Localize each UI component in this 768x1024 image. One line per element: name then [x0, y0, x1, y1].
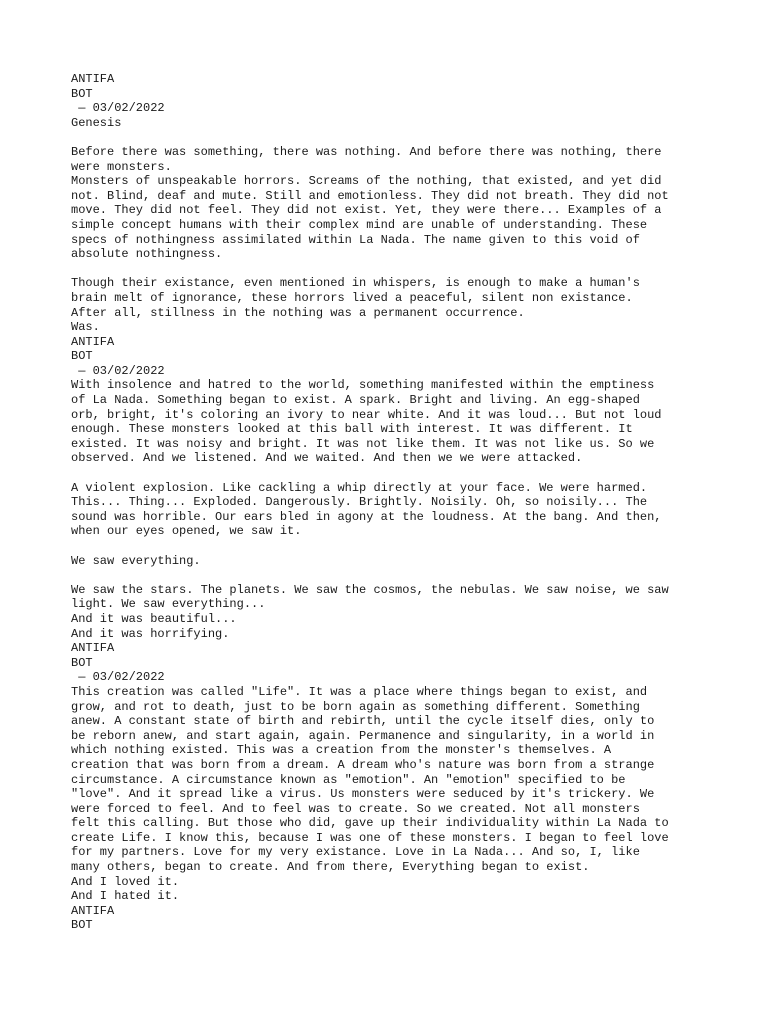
text-line: Before there was something, there was nothing. And before there was nothing, there — [71, 144, 662, 159]
blank-line — [71, 466, 721, 481]
text-line: absolute nothingness. — [71, 247, 223, 262]
text-line: We saw everything. — [71, 553, 201, 568]
author-name: ANTIFA — [71, 72, 115, 86]
text-line: Though their existance, even mentioned in whispers, is enough to make a human's — [71, 276, 640, 291]
blank-line — [71, 130, 721, 145]
text-line: orb, bright, it's coloring an ivory to near white. And it was loud... But not loud — [71, 407, 662, 422]
blank-line — [71, 539, 721, 554]
bot-tag: BOT — [71, 655, 93, 670]
text-line: felt this calling. But those who did, gave up their individuality within La Nada to — [71, 816, 669, 831]
text-line: "love". And it spread like a virus. Us monsters were seduced by it's trickery. We — [71, 787, 655, 802]
text-line: specs of nothingness assimilated within La Nada. The name given to this void of — [71, 232, 640, 247]
text-line: when our eyes opened, we saw it. — [71, 524, 302, 539]
text-line: grow, and rot to death, just to be born again as something different. Something — [71, 699, 640, 714]
text-line: not. Blind, deaf and mute. Still and emotionless. They did not breath. They did not — [71, 188, 669, 203]
text-line: circumstance. A circumstance known as "emotion". An "emotion" specified to be — [71, 772, 626, 787]
text-line: creation that was born from a dream. A dream who's nature was born from a strange — [71, 757, 655, 772]
text-line: create Life. I know this, because I was one of these monsters. I began to feel love — [71, 830, 669, 845]
bot-tag: BOT — [71, 918, 93, 933]
text-line: for my partners. Love for my very existance. Love in La Nada... And so, I, like — [71, 845, 640, 860]
text-line: light. We saw everything... — [71, 597, 266, 612]
text-line: be reborn anew, and start again, again. Permanence and singularity, in a world in — [71, 728, 655, 743]
text-line: anew. A constant state of birth and rebirth, until the cycle itself dies, only to — [71, 714, 655, 729]
text-line: A violent explosion. Like cackling a whip directly at your face. We were harmed. — [71, 480, 648, 495]
message-date: — 03/02/2022 — [71, 670, 165, 685]
bot-tag: BOT — [71, 349, 93, 364]
text-line: existed. It was noisy and bright. It was not like them. It was not like us. So we — [71, 436, 655, 451]
text-line: brain melt of ignorance, these horrors lived a peaceful, silent non existance. — [71, 290, 633, 305]
text-line: And I loved it. — [71, 874, 180, 889]
message-date: — 03/02/2022 — [71, 363, 165, 378]
text-line: This... Thing... Exploded. Dangerously. Brightly. Noisily. Oh, so noisily... The — [71, 495, 648, 510]
text-line: many others, began to create. And from there, Everything began to exist. — [71, 860, 590, 875]
blank-line — [71, 262, 721, 277]
author-name: ANTIFA — [71, 334, 115, 349]
text-line: were monsters. — [71, 159, 172, 174]
text-line: Monsters of unspeakable horrors. Screams of the nothing, that existed, and yet did — [71, 174, 662, 189]
text-line: observed. And we listened. And we waited. And then we we were attacked. — [71, 451, 583, 466]
author-name: ANTIFA — [71, 903, 115, 918]
text-line: simple concept humans with their complex mind are unable of understanding. These — [71, 217, 648, 232]
text-line: And I hated it. — [71, 889, 180, 904]
bot-tag: BOT — [71, 86, 93, 101]
text-line: were forced to feel. And to feel was to create. So we created. Not all monsters — [71, 801, 640, 816]
message-date: — 03/02/2022 — [71, 101, 165, 116]
text-line: of La Nada. Something began to exist. A spark. Bright and living. An egg-shaped — [71, 393, 640, 408]
text-line: Genesis — [71, 115, 122, 130]
text-line: Was. — [71, 320, 100, 335]
author-name: ANTIFA — [71, 641, 115, 656]
text-line: With insolence and hatred to the world, something manifested within the emptiness — [71, 378, 655, 393]
text-line: After all, stillness in the nothing was a permanent occurrence. — [71, 305, 525, 320]
text-line: enough. These monsters looked at this ball with interest. It was different. It — [71, 422, 633, 437]
text-line: sound was horrible. Our ears bled in agony at the loudness. At the bang. And then, — [71, 509, 662, 524]
text-line: This creation was called "Life". It was a place where things began to exist, and — [71, 684, 648, 699]
text-line: move. They did not feel. They did not exist. Yet, they were there... Examples of a — [71, 203, 662, 218]
text-line: And it was horrifying. — [71, 626, 230, 641]
text-line: And it was beautiful... — [71, 611, 237, 626]
chat-log-document — [71, 72, 721, 933]
blank-line — [71, 568, 721, 583]
text-line: We saw the stars. The planets. We saw the cosmos, the nebulas. We saw noise, we saw — [71, 582, 669, 597]
text-line: which nothing existed. This was a creation from the monster's themselves. A — [71, 743, 612, 758]
